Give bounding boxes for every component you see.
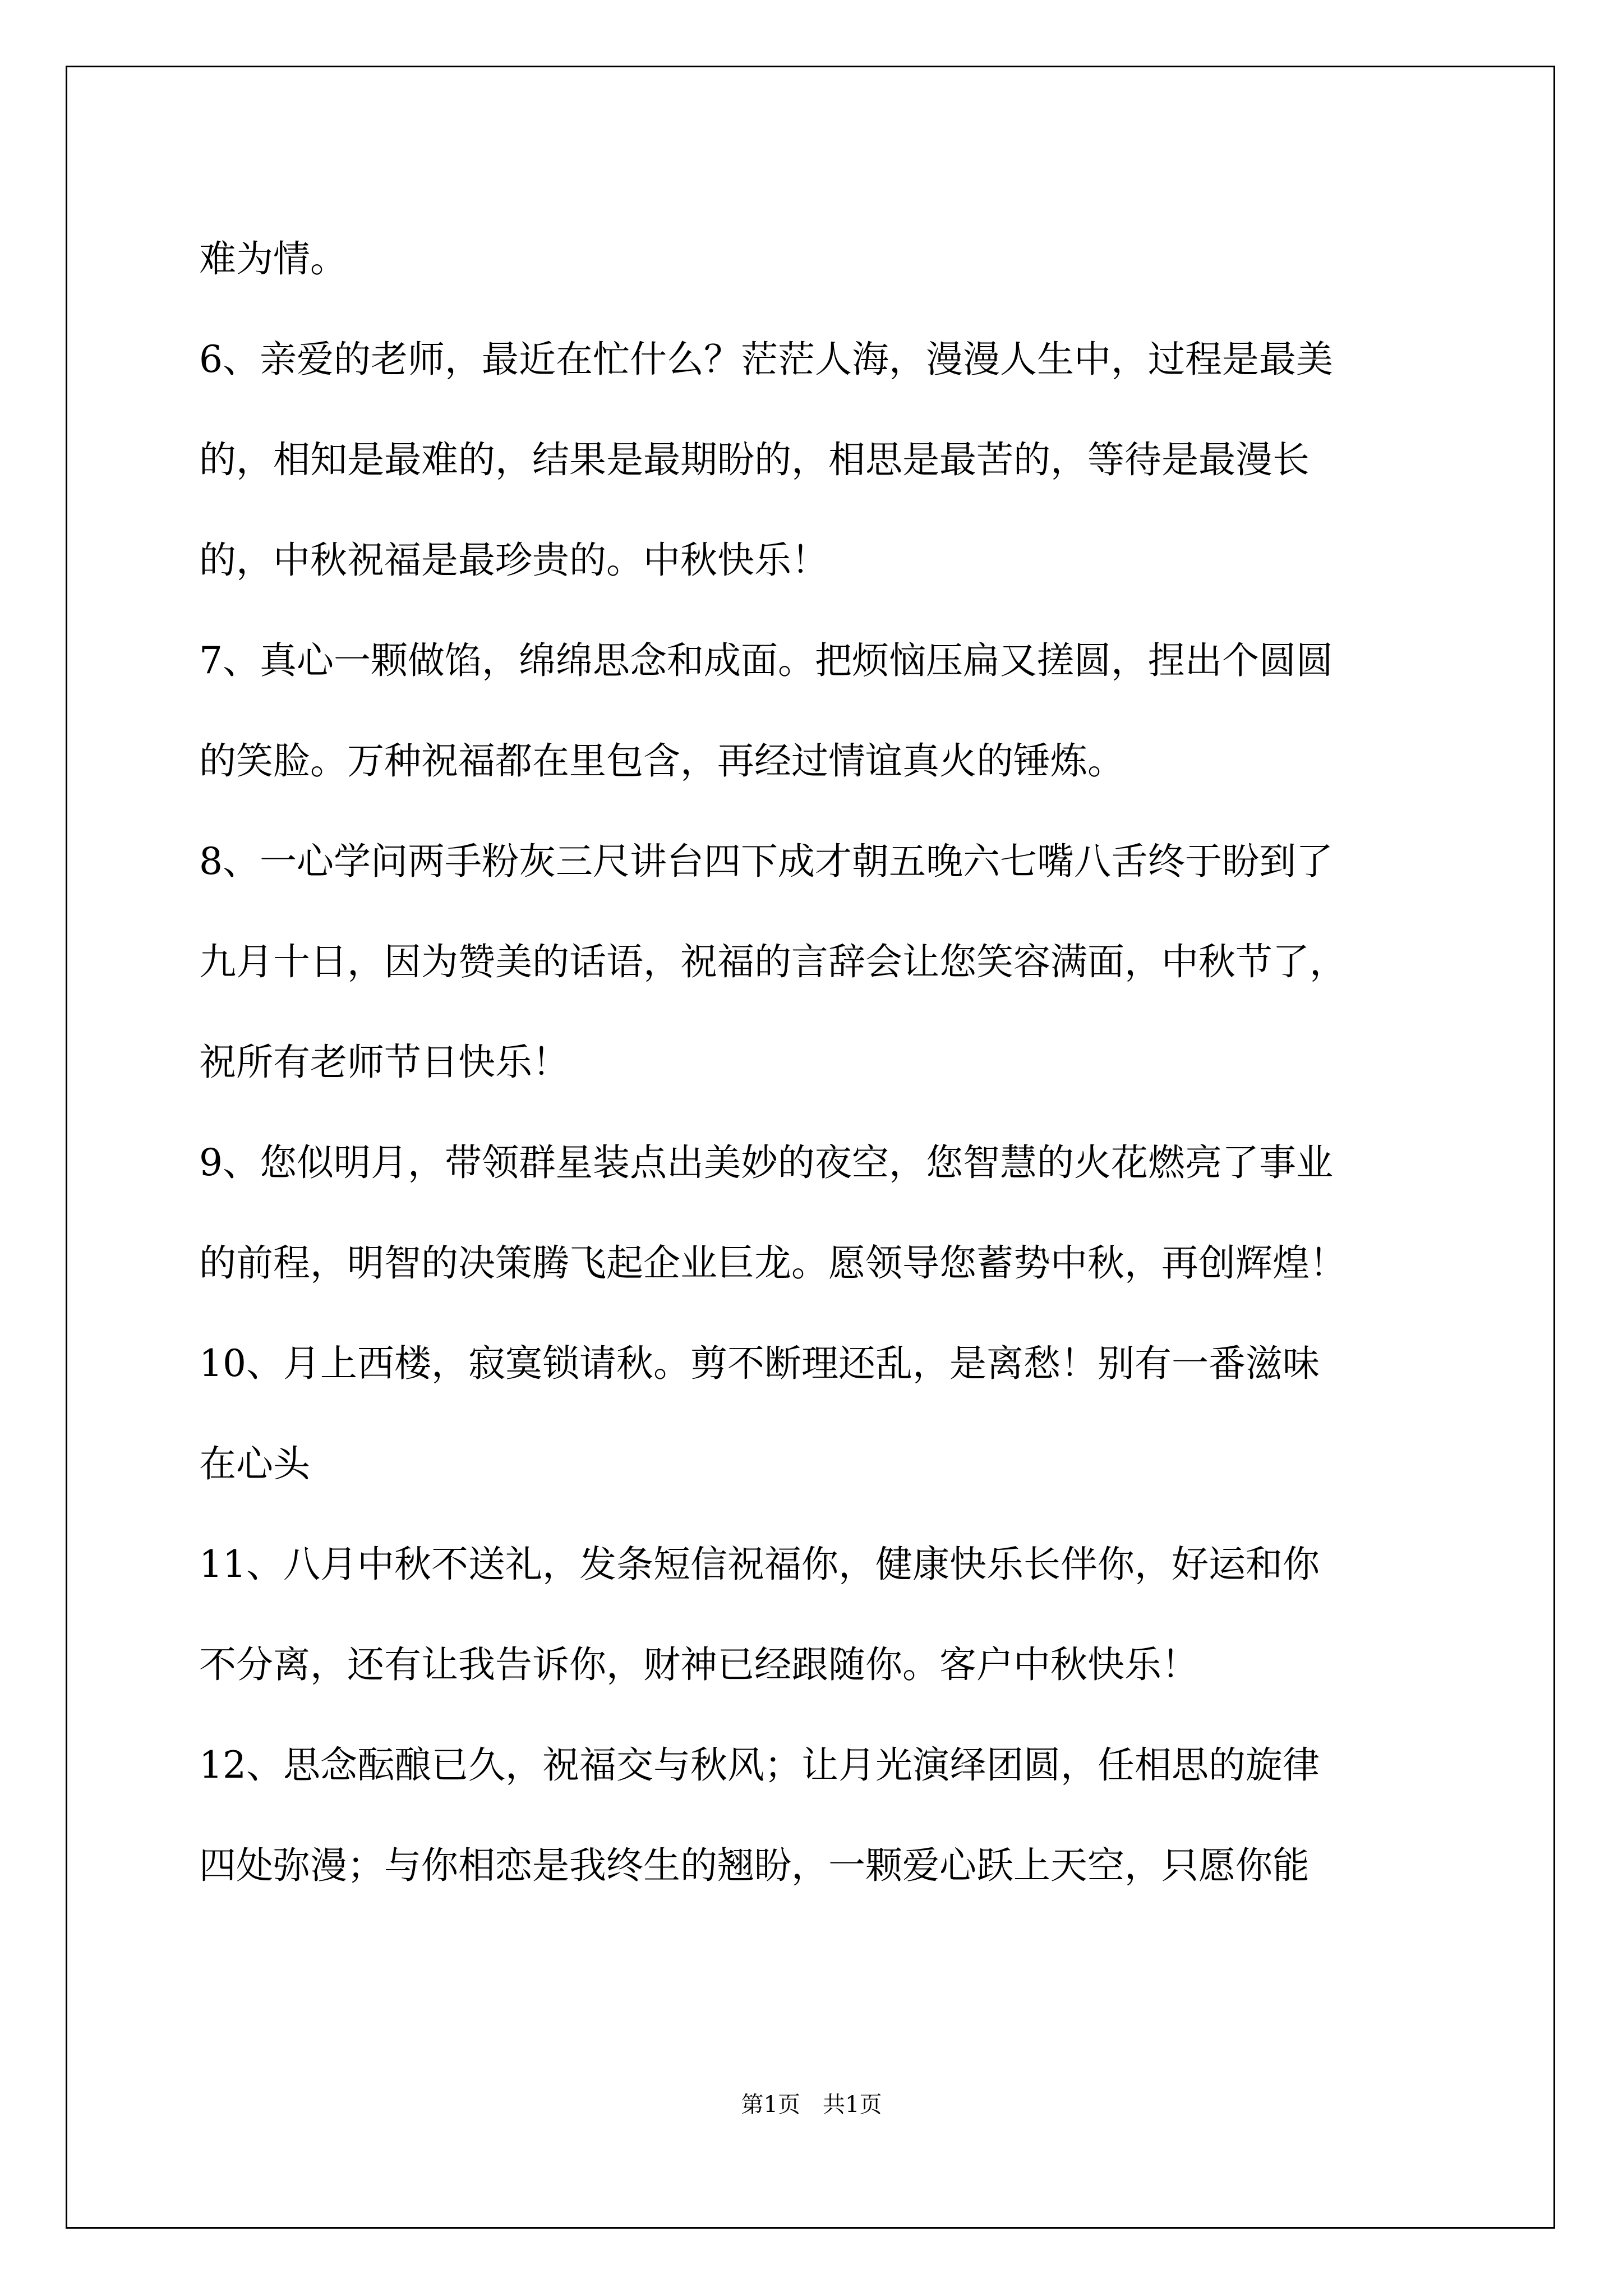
text-line: 6、亲爱的老师，最近在忙什么？茫茫人海，漫漫人生中，过程是最美 bbox=[199, 338, 1333, 381]
text-line: 10、月上西楼，寂寞锁请秋。剪不断理还乱，是离愁！别有一番滋味 bbox=[199, 1342, 1320, 1385]
text-line: 12、思念酝酿已久，祝福交与秋风；让月光演绎团圆，任相思的旋律 bbox=[199, 1743, 1320, 1787]
text-line: 的笑脸。万种祝福都在里包含，再经过情谊真火的锤炼。 bbox=[199, 739, 1124, 783]
text-line: 四处弥漫；与你相恋是我终生的翘盼，一颗爱心跃上天空，只愿你能 bbox=[199, 1844, 1310, 1887]
text-line: 不分离，还有让我告诉你，财神已经跟随你。客户中秋快乐！ bbox=[199, 1643, 1198, 1686]
text-line: 在心头 bbox=[199, 1442, 310, 1485]
text-line: 11、八月中秋不送礼，发条短信祝福你，健康快乐长伴你，好运和你 bbox=[199, 1543, 1320, 1586]
page-footer bbox=[0, 2091, 1623, 2118]
page-number: 第1页 共1页 bbox=[741, 2092, 882, 2118]
text-line: 九月十日，因为赞美的话语，祝福的言辞会让您笑容满面，中秋节了， bbox=[199, 940, 1347, 983]
text-line: 难为情。 bbox=[199, 237, 347, 280]
text-line: 7、真心一颗做馅，绵绵思念和成面。把烦恼压扁又搓圆，捏出个圆圆 bbox=[199, 639, 1333, 682]
text-line: 祝所有老师节日快乐！ bbox=[199, 1041, 569, 1084]
text-line: 9、您似明月，带领群星装点出美妙的夜空，您智慧的火花燃亮了事业 bbox=[199, 1141, 1333, 1184]
text-line: 的前程，明智的决策腾飞起企业巨龙。愿领导您蓄势中秋，再创辉煌！ bbox=[199, 1241, 1347, 1285]
text-line: 的，中秋祝福是最珍贵的。中秋快乐！ bbox=[199, 539, 828, 582]
text-line: 的，相知是最难的，结果是最期盼的，相思是最苦的，等待是最漫长 bbox=[199, 438, 1310, 481]
document-body bbox=[199, 209, 1455, 1916]
text-line: 8、一心学问两手粉灰三尺讲台四下成才朝五晚六七嘴八舌终于盼到了 bbox=[199, 840, 1333, 883]
